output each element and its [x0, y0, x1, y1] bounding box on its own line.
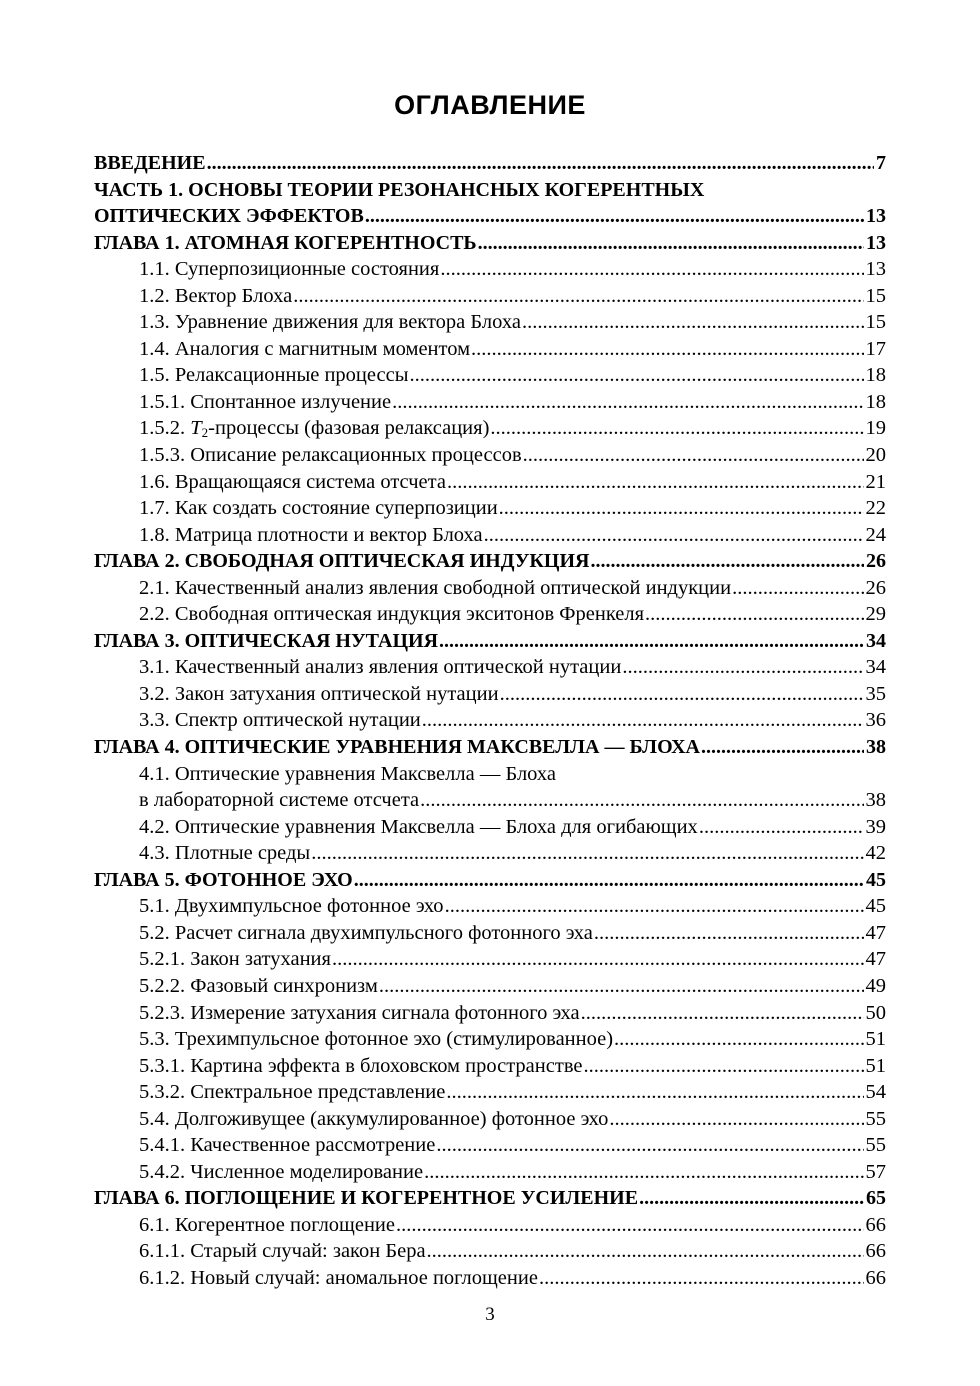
toc-entry-title: 1.6. Вращающаяся система отсчета: [139, 470, 446, 493]
table-of-contents: [94, 150, 886, 1292]
toc-entry: [94, 469, 886, 496]
toc-entry-title: 4.1. Оптические уравнения Максвелла — Блоха: [139, 762, 556, 785]
toc-entry: [94, 336, 886, 363]
toc-entry: [94, 814, 886, 841]
toc-entry: [94, 761, 886, 788]
toc-entry-title: 5.3. Трехимпульсное фотонное эхо (стимулированное): [139, 1028, 614, 1051]
toc-entry-title: 5.3.1. Картина эффекта в блоховском пространстве: [139, 1054, 583, 1077]
dot-leader: [447, 469, 864, 496]
toc-entry-page: 20: [865, 444, 886, 467]
dot-leader: [645, 601, 863, 628]
dot-leader: [409, 362, 863, 389]
toc-entry-page: 38: [865, 789, 886, 812]
toc-entry: [94, 442, 886, 469]
toc-entry-title: 6.1. Когерентное поглощение: [139, 1213, 395, 1236]
toc-entry-page: 55: [865, 1134, 886, 1157]
toc-entry-page: 13: [866, 231, 886, 254]
toc-entry: [94, 150, 886, 177]
toc-entry-title: 5.2.1. Закон затухания: [139, 948, 331, 971]
dot-leader: [332, 946, 864, 973]
toc-entry-page: 38: [866, 736, 886, 759]
dot-leader: [699, 814, 864, 841]
dot-leader: [439, 628, 864, 655]
dot-leader: [420, 787, 863, 814]
toc-entry-title: ГЛАВА 5. ФОТОННОЕ ЭХО: [94, 868, 353, 891]
dot-leader: [445, 893, 864, 920]
toc-entry: [94, 177, 886, 204]
toc-entry: [94, 787, 886, 814]
toc-entry-title: 5.4.1. Качественное рассмотрение: [139, 1134, 436, 1157]
toc-entry-page: 51: [865, 1054, 886, 1077]
dot-leader: [523, 442, 864, 469]
dot-leader: [594, 920, 864, 947]
dot-leader: [609, 1106, 863, 1133]
dot-leader: [207, 150, 874, 177]
toc-entry-page: 26: [865, 576, 886, 599]
dot-leader: [583, 1053, 863, 1080]
toc-entry-title: 5.2.3. Измерение затухания сигнала фотонного эха: [139, 1001, 580, 1024]
dot-leader: [499, 495, 864, 522]
toc-entry-page: 45: [866, 868, 886, 891]
toc-entry-page: 54: [865, 1081, 886, 1104]
dot-leader: [639, 1185, 864, 1212]
toc-entry-title: 5.4. Долгоживущее (аккумулированное) фотонное эхо: [139, 1107, 609, 1130]
toc-entry: [94, 1026, 886, 1053]
toc-entry: [94, 946, 886, 973]
toc-entry: [94, 654, 886, 681]
toc-entry-title: ГЛАВА 6. ПОГЛОЩЕНИЕ И КОГЕРЕНТНОЕ УСИЛЕНИЕ: [94, 1187, 639, 1210]
dot-leader: [392, 389, 863, 416]
dot-leader: [581, 1000, 864, 1027]
toc-entry: [94, 256, 886, 283]
dot-leader: [490, 415, 863, 442]
toc-entry-page: 17: [865, 337, 886, 360]
toc-entry-title: 6.1.1. Старый случай: закон Бера: [139, 1240, 426, 1263]
dot-leader: [424, 1159, 863, 1186]
toc-entry-title: 3.3. Спектр оптической нутации: [139, 709, 421, 732]
toc-entry-title: 5.2. Расчет сигнала двухимпульсного фотонного эха: [139, 921, 593, 944]
toc-entry: [94, 575, 886, 602]
toc-entry-title: ГЛАВА 1. АТОМНАЯ КОГЕРЕНТНОСТЬ: [94, 231, 477, 254]
toc-entry-title: 1.5.3. Описание релаксационных процессов: [139, 444, 522, 467]
toc-entry-page: 47: [865, 921, 886, 944]
toc-entry-title: 5.1. Двухимпульсное фотонное эхо: [139, 895, 444, 918]
toc-entry-page: 7: [876, 152, 886, 174]
dot-leader: [311, 840, 863, 867]
toc-entry-page: 45: [865, 895, 886, 918]
toc-entry: [94, 415, 886, 442]
dot-leader: [379, 973, 864, 1000]
toc-entry: [94, 1053, 886, 1080]
toc-entry-title: 5.4.2. Численное моделирование: [139, 1160, 424, 1183]
toc-entry-page: 55: [865, 1107, 886, 1130]
dot-leader: [446, 1079, 863, 1106]
toc-entry-title: 5.3.2. Спектральное представление: [139, 1081, 446, 1104]
toc-entry-page: 24: [865, 523, 886, 546]
dot-leader: [440, 256, 863, 283]
page-title: ОГЛАВЛЕНИЕ: [394, 90, 586, 120]
dot-leader: [614, 1026, 863, 1053]
toc-entry-title: 1.4. Аналогия с магнитным моментом: [139, 337, 471, 360]
toc-entry: [94, 1106, 886, 1133]
toc-entry-page: 66: [865, 1266, 886, 1289]
toc-entry-title: ГЛАВА 2. СВОБОДНАЯ ОПТИЧЕСКАЯ ИНДУКЦИЯ: [94, 550, 590, 573]
toc-entry: [94, 1079, 886, 1106]
dot-leader: [354, 867, 864, 894]
dot-leader: [701, 734, 864, 761]
dot-leader: [471, 336, 863, 363]
toc-entry-page: 42: [865, 842, 886, 865]
toc-entry-page: 65: [866, 1187, 886, 1210]
dot-leader: [422, 707, 864, 734]
toc-entry-title: 1.5.2. $T_2$-процессы (фазовая релаксация): [139, 417, 490, 441]
dot-leader: [436, 1132, 863, 1159]
toc-entry-page: 35: [865, 682, 886, 705]
toc-entry: [94, 1000, 886, 1027]
toc-entry-page: 39: [865, 815, 886, 838]
dot-leader: [622, 654, 863, 681]
toc-entry-title: 3.1. Качественный анализ явления оптической нутации: [139, 656, 622, 679]
toc-entry-title: 1.7. Как создать состояние суперпозиции: [139, 497, 498, 520]
toc-entry: [94, 840, 886, 867]
toc-entry: [94, 1159, 886, 1186]
toc-entry-page: 21: [865, 470, 886, 493]
toc-entry-page: 26: [866, 550, 886, 573]
toc-entry: [94, 548, 886, 575]
toc-entry: [94, 681, 886, 708]
toc-entry-title: 6.1.2. Новый случай: аномальное поглощение: [139, 1266, 538, 1289]
toc-entry-page: 13: [865, 258, 886, 281]
toc-entry: [94, 309, 886, 336]
toc-entry: [94, 867, 886, 894]
toc-entry-page: 19: [865, 417, 886, 440]
page-number: 3: [485, 1304, 495, 1325]
toc-entry-page: 49: [865, 974, 886, 997]
toc-entry-title: 1.2. Вектор Блоха: [139, 284, 293, 307]
toc-entry-page: 57: [865, 1160, 886, 1183]
toc-entry: [94, 389, 886, 416]
toc-entry: [94, 628, 886, 655]
toc-entry-page: 15: [865, 284, 886, 307]
toc-entry: [94, 1212, 886, 1239]
toc-entry-page: 18: [865, 390, 886, 413]
toc-entry: [94, 893, 886, 920]
toc-entry: [94, 203, 886, 230]
toc-entry-page: 29: [865, 603, 886, 626]
toc-entry: [94, 230, 886, 257]
toc-entry: [94, 522, 886, 549]
toc-entry-title: ВВЕДЕНИЕ: [94, 152, 206, 174]
dot-leader: [427, 1238, 864, 1265]
toc-entry: [94, 920, 886, 947]
toc-entry: [94, 283, 886, 310]
toc-entry-title: 1.5.1. Спонтанное излучение: [139, 390, 392, 413]
dot-leader: [732, 575, 863, 602]
toc-entry-page: 47: [865, 948, 886, 971]
dot-leader: [478, 230, 864, 257]
toc-entry-title: 1.1. Суперпозиционные состояния: [139, 258, 440, 281]
toc-entry-page: 50: [865, 1001, 886, 1024]
toc-entry-title: 5.2.2. Фазовый синхронизм: [139, 974, 378, 997]
dot-leader: [539, 1265, 864, 1292]
toc-entry-page: 34: [865, 656, 886, 679]
dot-leader: [365, 203, 864, 230]
toc-entry: [94, 973, 886, 1000]
toc-entry-page: 51: [865, 1028, 886, 1051]
toc-entry: [94, 362, 886, 389]
toc-entry-page: 66: [865, 1213, 886, 1236]
toc-entry: [94, 707, 886, 734]
toc-entry: [94, 1185, 886, 1212]
toc-entry-title: ОПТИЧЕСКИХ ЭФФЕКТОВ: [94, 205, 364, 228]
dot-leader: [522, 309, 864, 336]
toc-entry: [94, 1238, 886, 1265]
toc-entry-page: 22: [865, 497, 886, 520]
toc-entry-title: 4.3. Плотные среды: [139, 842, 311, 865]
dot-leader: [293, 283, 863, 310]
toc-entry-title: 1.3. Уравнение движения для вектора Блоха: [139, 311, 521, 334]
toc-entry-page: 13: [866, 205, 886, 228]
toc-entry-page: 15: [865, 311, 886, 334]
toc-entry-title: ГЛАВА 4. ОПТИЧЕСКИЕ УРАВНЕНИЯ МАКСВЕЛЛА — БЛОХА: [94, 736, 700, 759]
toc-entry-page: 66: [865, 1240, 886, 1263]
dot-leader: [484, 522, 864, 549]
toc-entry: [94, 1265, 886, 1292]
toc-entry-title: ГЛАВА 3. ОПТИЧЕСКАЯ НУТАЦИЯ: [94, 629, 439, 652]
toc-entry: [94, 734, 886, 761]
dot-leader: [396, 1212, 864, 1239]
toc-entry-title: 3.2. Закон затухания оптической нутации: [139, 682, 499, 705]
toc-entry-title: 1.8. Матрица плотности и вектор Блоха: [139, 523, 483, 546]
toc-entry: [94, 1132, 886, 1159]
toc-entry-title: в лабораторной системе отсчета: [139, 789, 420, 812]
toc-entry: [94, 601, 886, 628]
toc-entry-title: ЧАСТЬ 1. ОСНОВЫ ТЕОРИИ РЕЗОНАНСНЫХ КОГЕРЕНТНЫХ: [94, 178, 705, 201]
toc-entry-title: 2.2. Свободная оптическая индукция экситонов Френкеля: [139, 603, 645, 626]
toc-entry-title: 4.2. Оптические уравнения Максвелла — Блоха для огибающих: [139, 815, 698, 838]
dot-leader: [590, 548, 864, 575]
toc-entry-title: 2.1. Качественный анализ явления свободной оптической индукции: [139, 576, 732, 599]
toc-entry: [94, 495, 886, 522]
toc-entry-title: 1.5. Релаксационные процессы: [139, 364, 409, 387]
toc-entry-page: 18: [865, 364, 886, 387]
dot-leader: [500, 681, 864, 708]
toc-entry-page: 34: [866, 629, 886, 652]
toc-entry-page: 36: [865, 709, 886, 732]
